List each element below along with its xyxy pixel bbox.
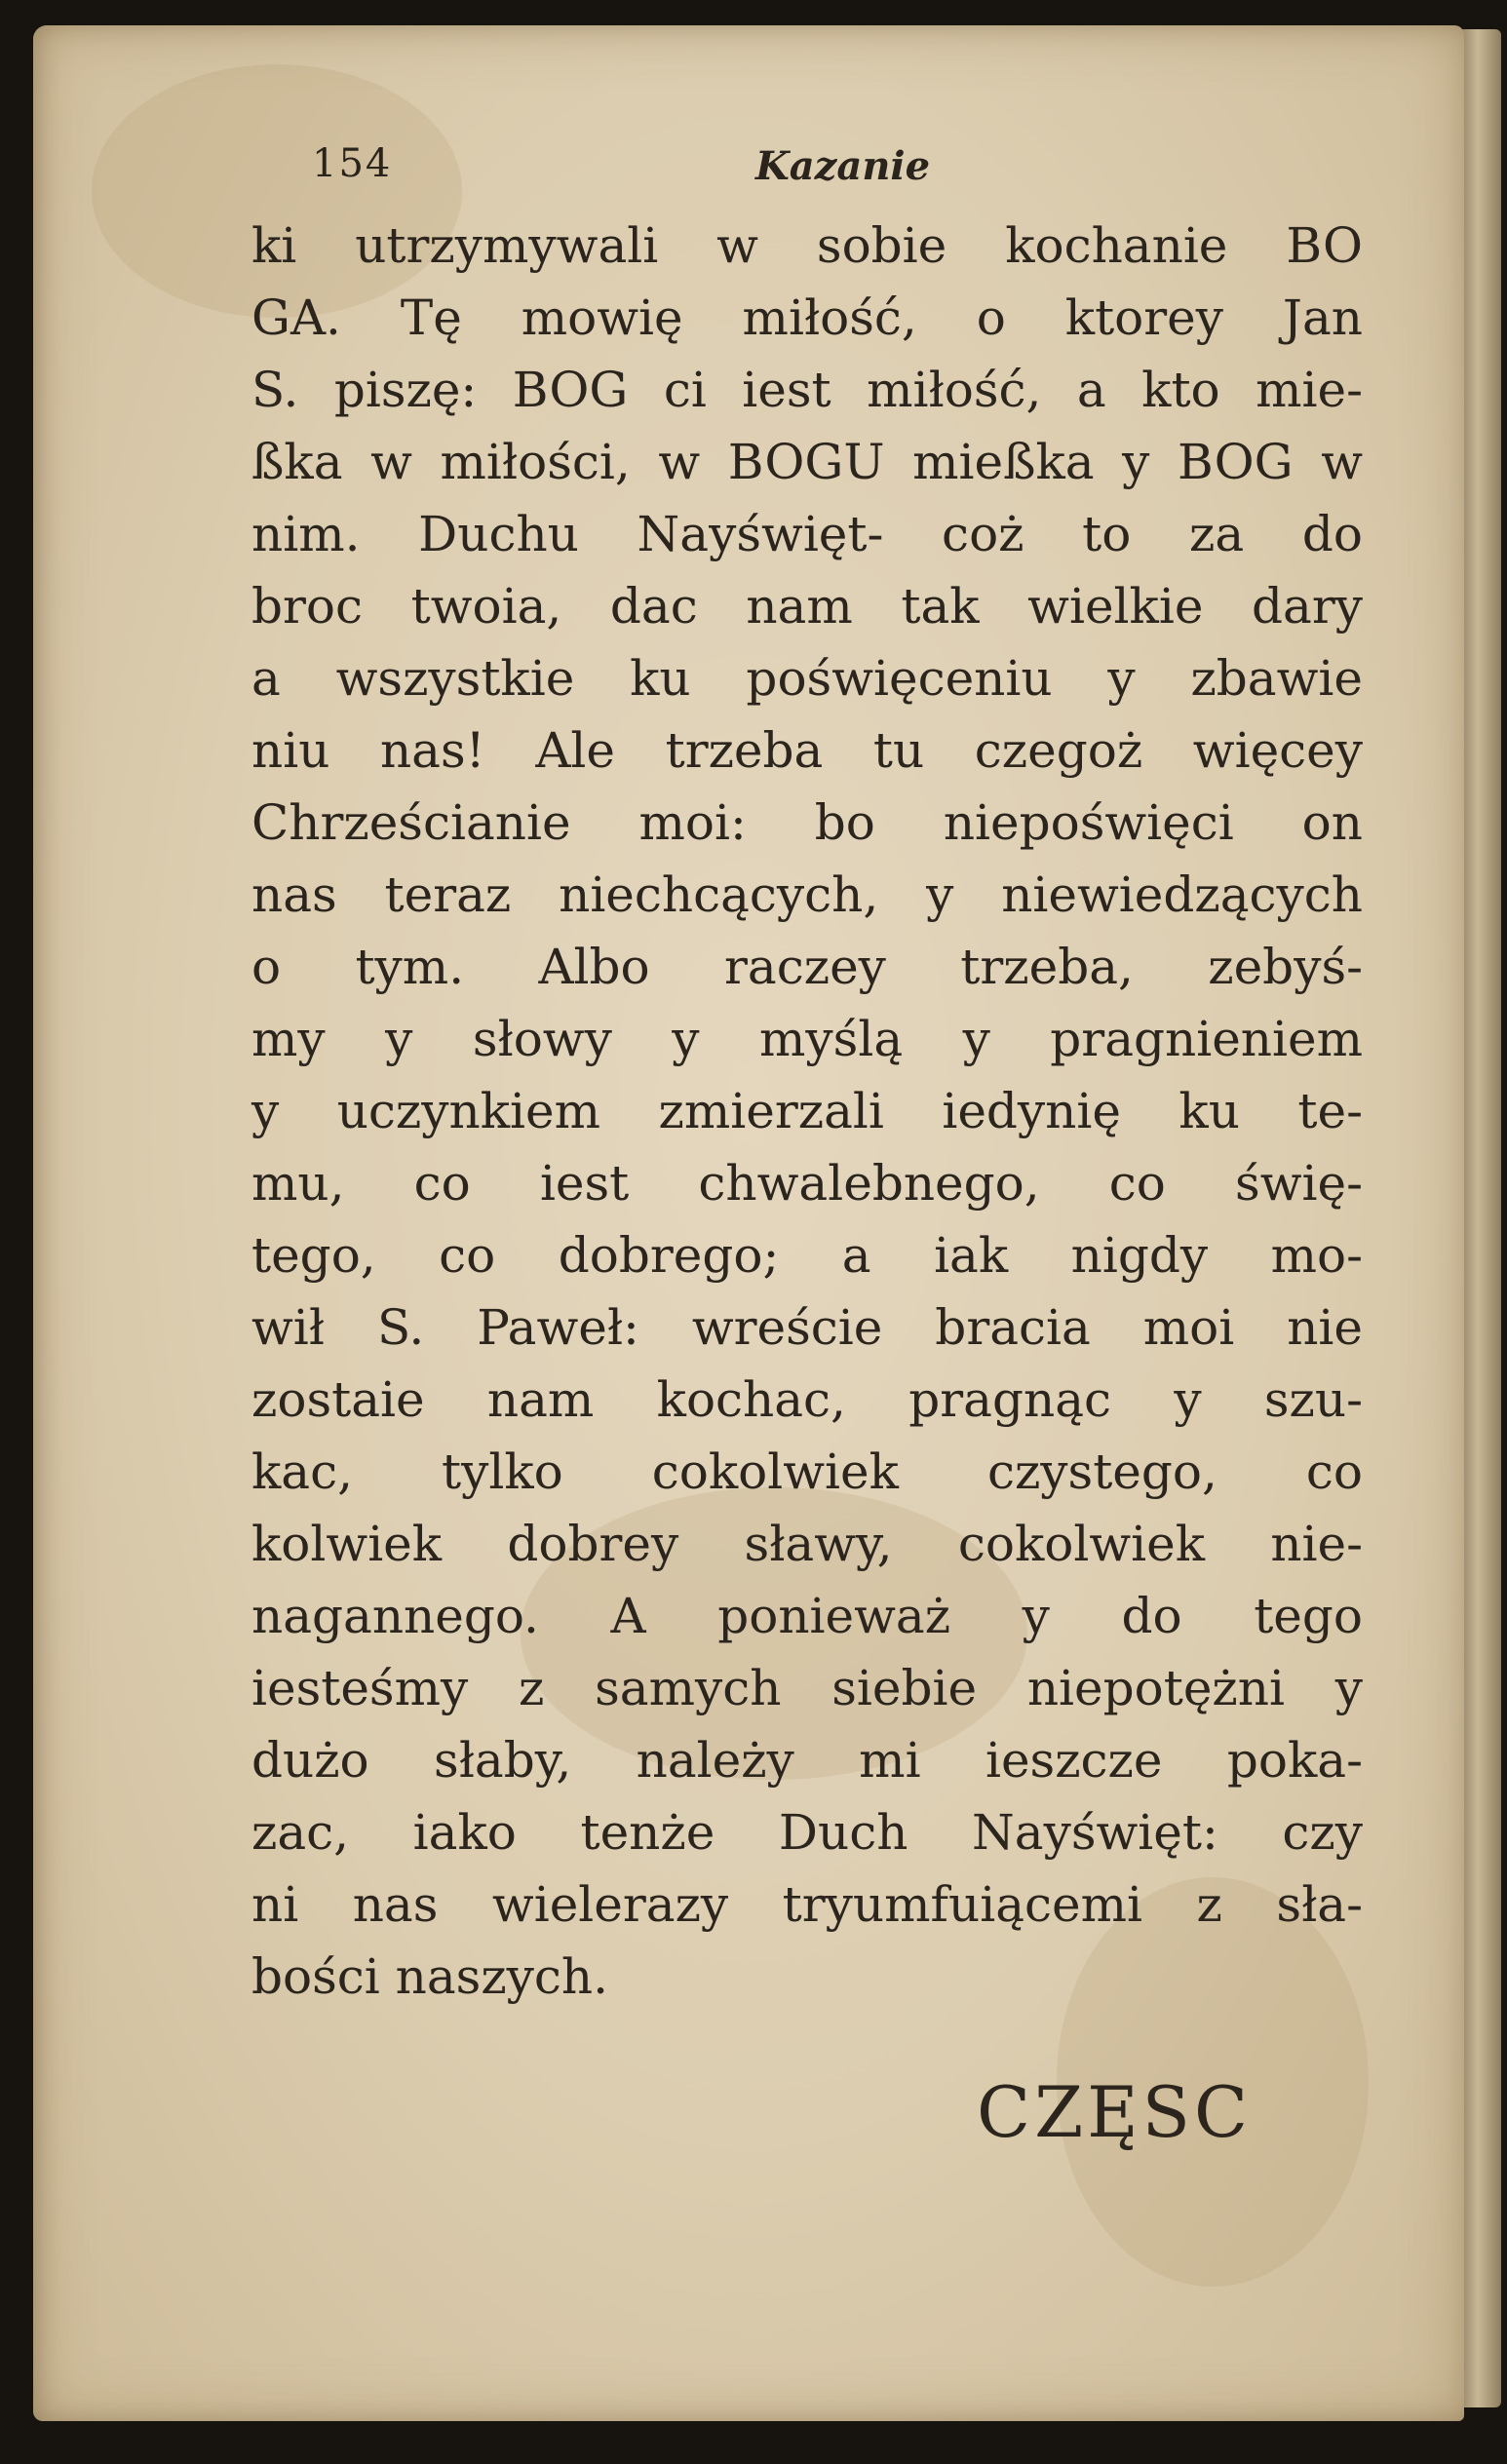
text-line: my y słowy y myślą y pragnieniem: [251, 1011, 1363, 1067]
text-line: kolwiek dobrey sławy, cokolwiek nie-: [251, 1516, 1363, 1572]
text-line: wił S. Paweł: wreście bracia moi nie: [251, 1299, 1363, 1356]
running-head: [312, 141, 1014, 200]
text-line: broc twoia, dac nam tak wielkie dary: [251, 578, 1363, 635]
text-line: mu, co iest chwalebnego, co świę-: [251, 1155, 1363, 1212]
text-line: ßka w miłości, w BOGU mießka y BOG w: [251, 434, 1363, 490]
text-line: a wszystkie ku poświęceniu y zbawie: [251, 650, 1363, 707]
running-title: Kazanie: [755, 143, 931, 189]
text-line: tego, co dobrego; a iak nigdy mo-: [251, 1227, 1363, 1284]
text-line: kac, tylko cokolwiek czystego, co: [251, 1444, 1363, 1500]
text-line: ni nas wielerazy tryumfuiącemi z sła-: [251, 1876, 1363, 1933]
next-page-edge: [1462, 29, 1501, 2407]
body-text: [251, 210, 1363, 2013]
text-line: nagannego. A ponieważ y do tego: [251, 1588, 1363, 1644]
text-line: zostaie nam kochac, pragnąc y szu-: [251, 1371, 1363, 1428]
text-line: bości naszych.: [251, 1948, 609, 2005]
page-number: 154: [312, 141, 393, 186]
text-line: GA. Tę mowię miłość, o ktorey Jan: [251, 289, 1363, 346]
catchword: CZĘSC: [977, 2071, 1253, 2153]
text-line: o tym. Albo raczey trzeba, zebyś-: [251, 939, 1363, 995]
text-line: y uczynkiem zmierzali iedynię ku te-: [251, 1083, 1363, 1139]
text-line: S. piszę: BOG ci iest miłość, a kto mie-: [251, 362, 1363, 418]
text-line: dużo słaby, należy mi ieszcze poka-: [251, 1732, 1363, 1789]
text-line: zac, iako tenże Duch Nayświęt: czy: [251, 1804, 1363, 1861]
text-line: iesteśmy z samych siebie niepotężni y: [251, 1660, 1363, 1716]
text-line: ki utrzymywali w sobie kochanie BO: [251, 217, 1363, 274]
text-line: Chrześcianie moi: bo niepoświęci on: [251, 794, 1363, 851]
text-line: nim. Duchu Nayświęt- coż to za do: [251, 506, 1363, 562]
text-line: nas teraz niechcących, y niewiedzących: [251, 866, 1363, 923]
text-line: niu nas! Ale trzeba tu czegoż więcey: [251, 722, 1363, 779]
